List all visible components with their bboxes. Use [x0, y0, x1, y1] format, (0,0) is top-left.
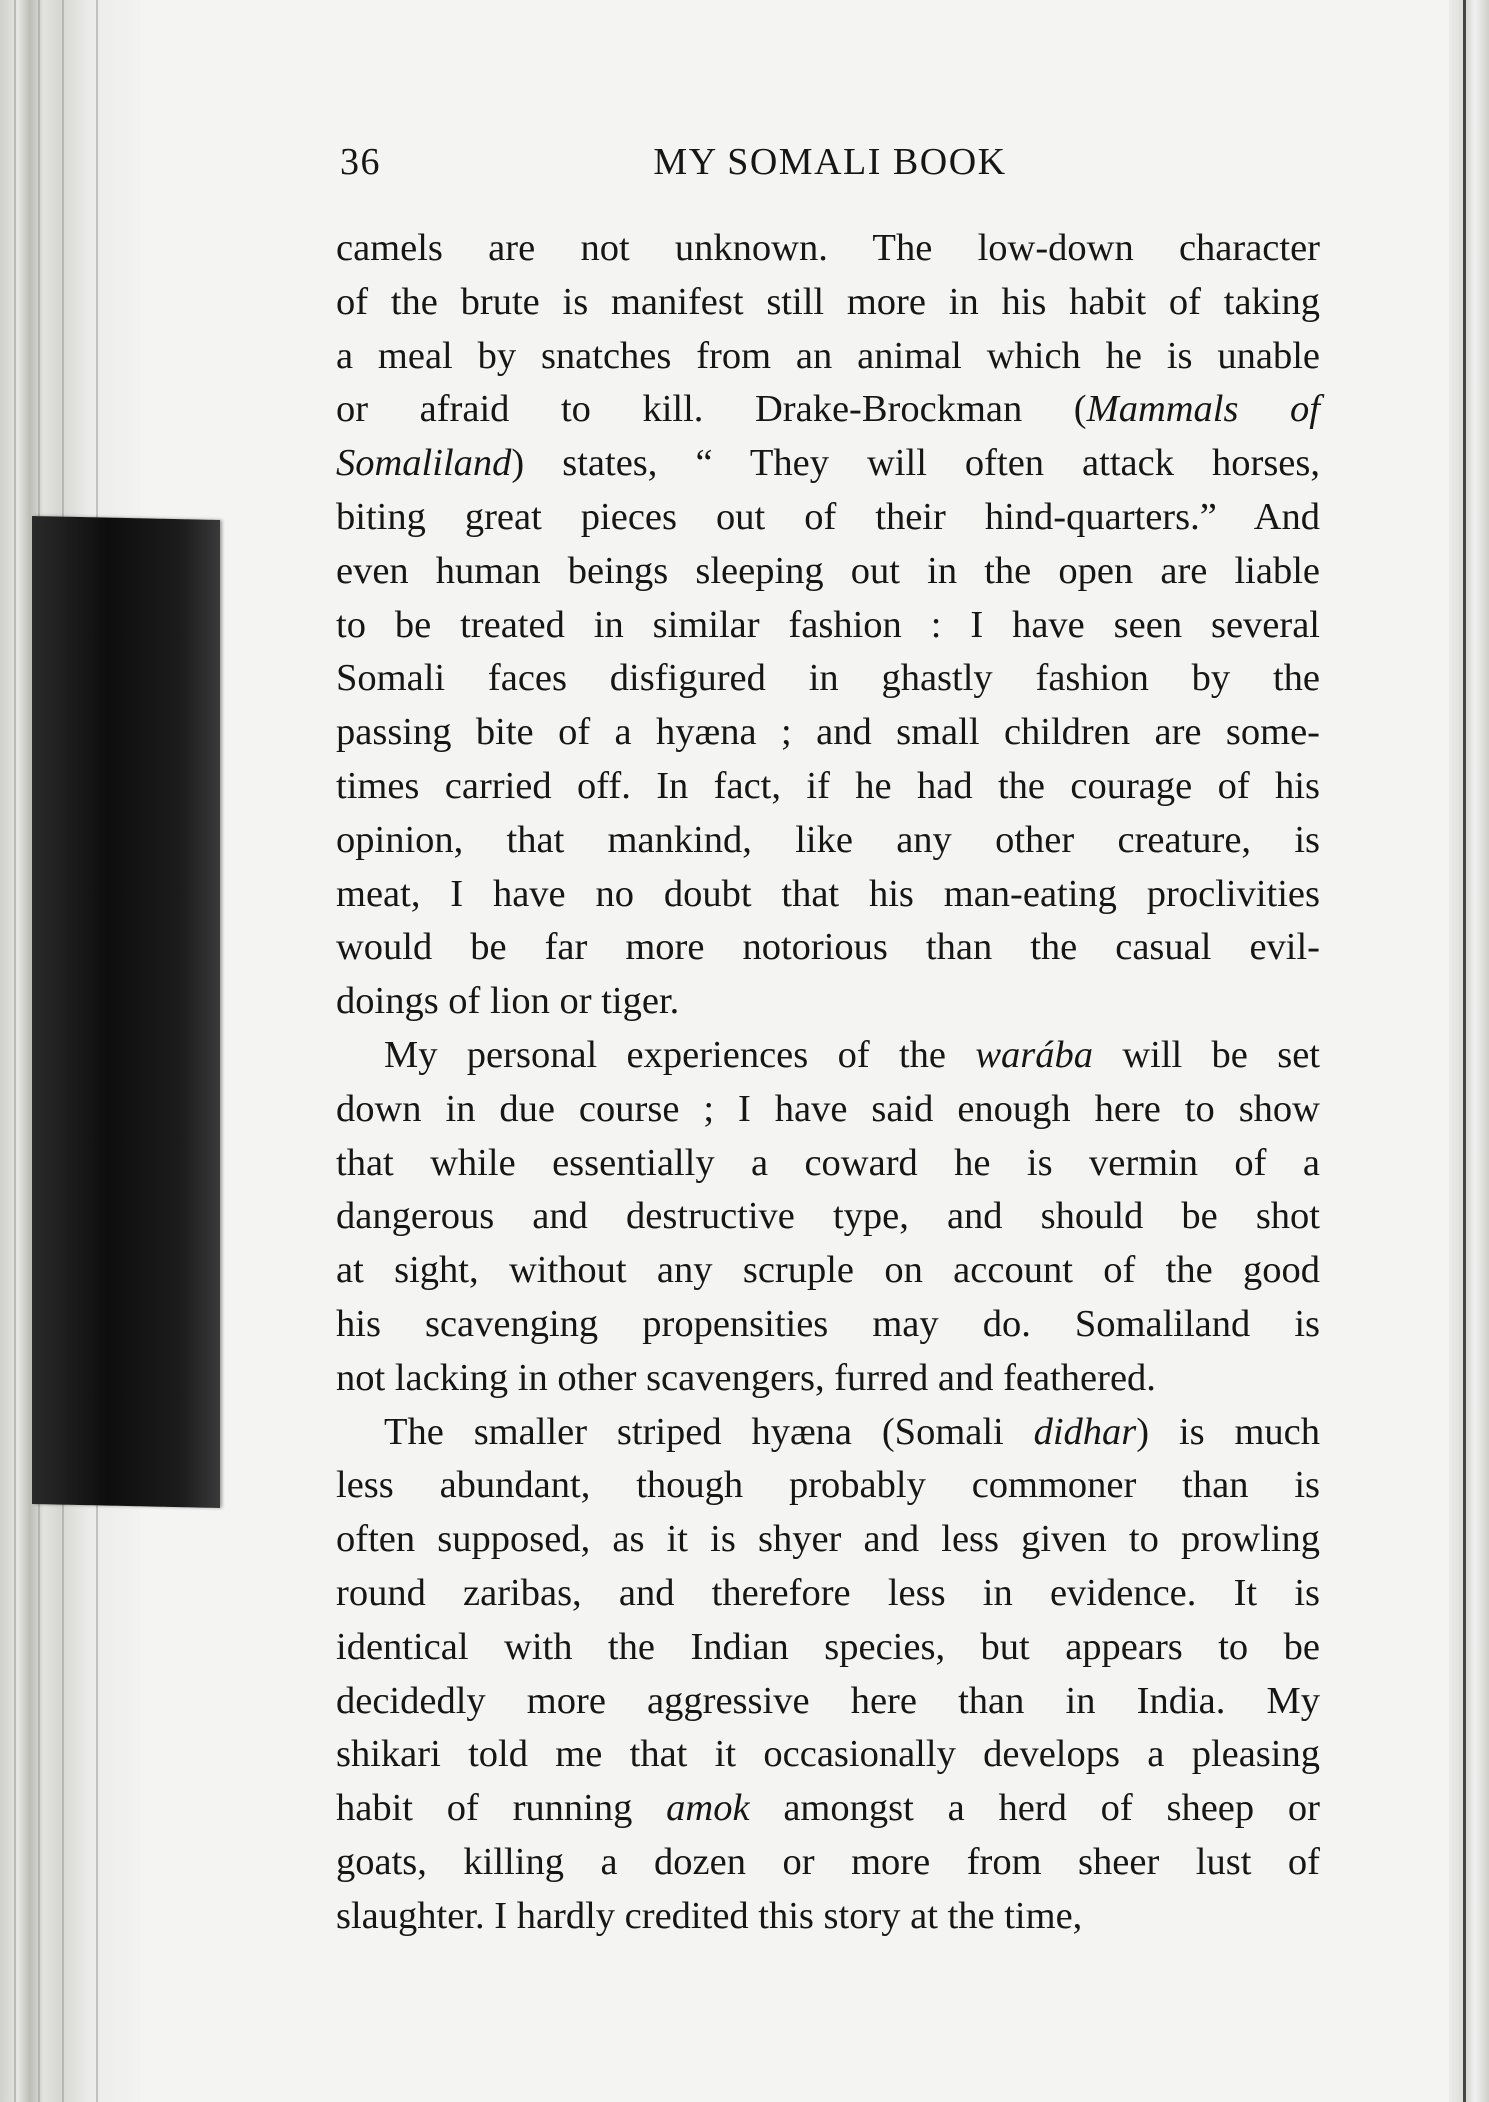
text-line: would be far more notorious than the casual evil-: [336, 926, 1320, 969]
text-line: doings of lion or tiger.: [336, 980, 680, 1023]
italic-text: Mammals of: [1086, 388, 1320, 431]
text-line: at sight, without any scruple on account of the good: [336, 1249, 1320, 1292]
text-line: to be treated in similar fashion : I have seen several: [336, 603, 1320, 646]
text-line: even human beings sleeping out in the open are liable: [336, 549, 1320, 592]
text-line: decidedly more aggressive here than in India. My: [336, 1679, 1320, 1722]
italic-text: Somaliland: [336, 442, 512, 485]
text-line: meat, I have no doubt that his man-eating proclivities: [336, 872, 1320, 915]
text-line: his scavenging propensities may do. Somaliland is: [336, 1302, 1320, 1345]
right-page-edge: [1449, 0, 1489, 2102]
page-number: 36: [340, 141, 381, 183]
text-line: biting great pieces out of their hind-quarters.” And: [336, 495, 1320, 538]
paragraph: [336, 222, 1320, 1029]
text-line: passing bite of a hyæna ; and small children are some-: [336, 711, 1320, 754]
text-line: Somaliland) states, “ They will often attack horses,: [336, 442, 1320, 485]
page-edge-line: [14, 0, 16, 2102]
body-text: [280, 222, 1340, 1944]
running-title: MY SOMALI BOOK: [653, 141, 1007, 183]
text-line: goats, killing a dozen or more from sheer lust of: [336, 1840, 1320, 1883]
italic-text: didhar: [1033, 1410, 1137, 1453]
page-clip-strip: [32, 516, 220, 1508]
text-line: round zaribas, and therefore less in evidence. It is: [336, 1571, 1320, 1614]
italic-text: warába: [975, 1033, 1094, 1076]
italic-text: amok: [666, 1787, 750, 1830]
text-line: dangerous and destructive type, and should be shot: [336, 1195, 1320, 1238]
text-line: The smaller striped hyæna (Somali didhar) is much: [384, 1410, 1320, 1453]
text-line: a meal by snatches from an animal which he is unable: [336, 334, 1320, 377]
text-line: of the brute is manifest still more in his habit of taking: [336, 280, 1320, 323]
book-page: [280, 140, 1340, 1944]
paragraph: [336, 1029, 1320, 1406]
text-line: camels are not unknown. The low-down character: [336, 227, 1320, 269]
text-line: habit of running amok amongst a herd of sheep or: [336, 1787, 1320, 1830]
text-line: My personal experiences of the warába will be set: [384, 1033, 1320, 1076]
text-line: down in due course ; I have said enough here to show: [336, 1087, 1320, 1130]
text-line: slaughter. I hardly credited this story at the time,: [336, 1894, 1083, 1937]
text-line: that while essentially a coward he is vermin of a: [336, 1141, 1320, 1184]
text-line: shikari told me that it occasionally develops a pleasing: [336, 1733, 1320, 1776]
text-line: opinion, that mankind, like any other creature, is: [336, 818, 1320, 861]
text-line: or afraid to kill. Drake-Brockman (Mammals of: [336, 388, 1320, 431]
text-line: Somali faces disfigured in ghastly fashion by the: [336, 657, 1320, 700]
text-line: often supposed, as it is shyer and less given to prowling: [336, 1518, 1320, 1561]
text-line: not lacking in other scavengers, furred and feathered.: [336, 1356, 1156, 1399]
right-edge-line: [1463, 0, 1466, 2102]
text-line: less abundant, though probably commoner than is: [336, 1464, 1320, 1507]
running-head: [280, 140, 1340, 196]
paragraph: [336, 1406, 1320, 1944]
text-line: times carried off. In fact, if he had the courage of his: [336, 764, 1320, 807]
text-line: identical with the Indian species, but appears to be: [336, 1625, 1320, 1668]
